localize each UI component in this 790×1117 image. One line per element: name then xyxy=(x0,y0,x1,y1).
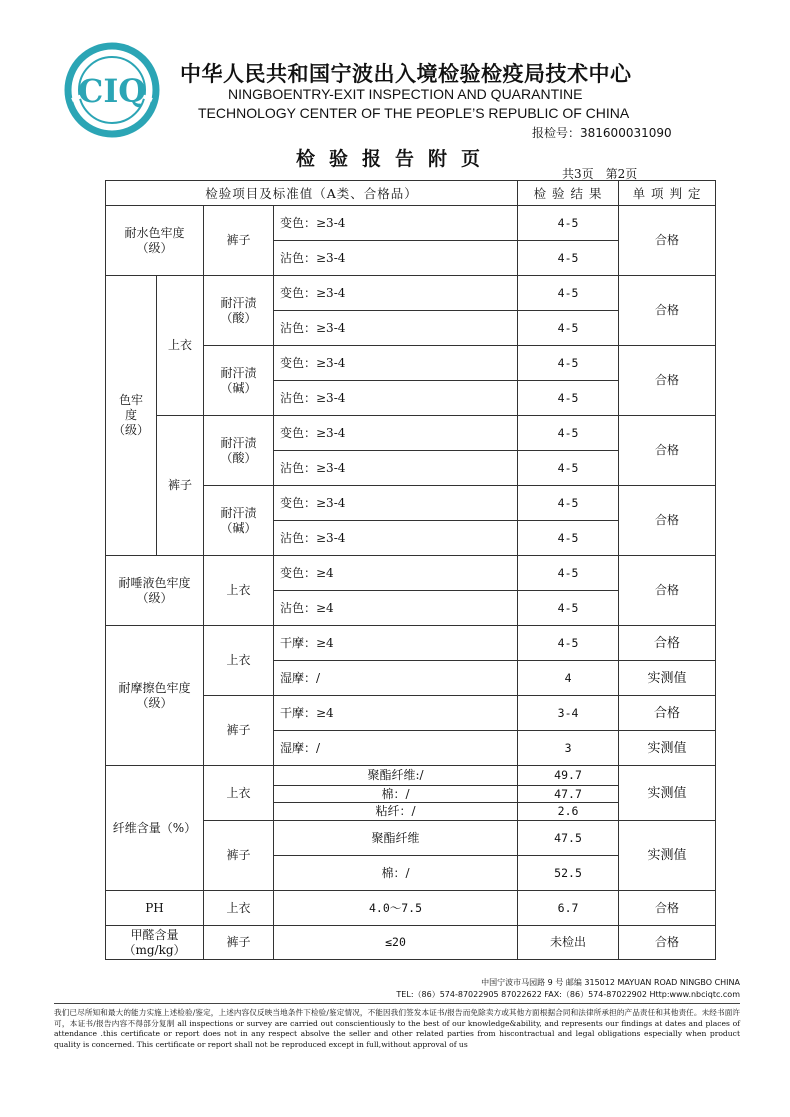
footer-contact: TEL:（86）574-87022905 87022622 FAX:（86）574-87022902 Http:www.nbciqtc.com xyxy=(396,990,740,999)
standard-cell: 干摩：≥4 xyxy=(274,626,518,661)
result-cell: 4-5 xyxy=(518,521,619,556)
org-name-en-line2: TECHNOLOGY CENTER OF THE PEOPLE’S REPUBLIC OF CHINA xyxy=(198,105,630,121)
header-verdict: 单 项 判 定 xyxy=(619,181,716,206)
footer-address: 中国宁波市马园路 9 号 邮编 315012 MAYUAN ROAD NINGBO CHINA xyxy=(481,978,740,987)
part-cell: 上衣 xyxy=(204,766,274,821)
result-cell: 47.7 xyxy=(518,786,619,803)
part-cell: 裤子 xyxy=(204,926,274,960)
item-water-fastness: 耐水色牢度 （级） xyxy=(106,206,204,276)
footer-disclaimer: 我们已尽所知和最大的能力实施上述检验/鉴定，上述内容仅反映当地条件下检验/鉴定情况，不能因我们签发本证书/报告而免除卖方或其他方面根据合同和法律所承担的产品责任和其他责任。未经书面许可，本证书/报告内容不得部分复制 all inspections or survey are carried out conscientiously to the best of our knowledge&ability, and represents our findings at dates and places of attendance .this certificate or report does not in any respect absolve the seller and other related parties from hiscontractual and legal obligations especially when product quality is concerned. This certificate or report shall not be reproduced except in full,without approval of us xyxy=(54,1008,740,1049)
standard-cell: 变色：≥4 xyxy=(274,556,518,591)
verdict-cell: 合格 xyxy=(619,696,716,731)
part-cell: 上衣 xyxy=(204,626,274,696)
verdict-cell: 合格 xyxy=(619,346,716,416)
result-cell: 6.7 xyxy=(518,891,619,926)
standard-cell: 棉：/ xyxy=(274,856,518,891)
result-cell: 未检出 xyxy=(518,926,619,960)
result-cell: 4-5 xyxy=(518,276,619,311)
standard-cell: 变色：≥3-4 xyxy=(274,346,518,381)
report-number-value: 381600031090 xyxy=(580,126,672,140)
standard-cell: 聚酯纤维 xyxy=(274,821,518,856)
result-cell: 49.7 xyxy=(518,766,619,786)
item-fiber-content: 纤维含量（%） xyxy=(106,766,204,891)
result-cell: 4-5 xyxy=(518,241,619,276)
inspection-table xyxy=(105,180,716,960)
item-saliva-fastness: 耐唾液色牢度 （级） xyxy=(106,556,204,626)
svg-text:CIQ: CIQ xyxy=(77,72,147,110)
standard-cell: 湿摩：/ xyxy=(274,661,518,696)
result-cell: 4-5 xyxy=(518,486,619,521)
item-rubbing-fastness: 耐摩擦色牢度 （级） xyxy=(106,626,204,766)
table-row xyxy=(106,416,716,451)
table-row xyxy=(106,891,716,926)
part-cell: 上衣 xyxy=(204,891,274,926)
table-row xyxy=(106,626,716,661)
standard-cell: ≤20 xyxy=(274,926,518,960)
part-cell: 上衣 xyxy=(204,556,274,626)
standard-cell: 沾色：≥3-4 xyxy=(274,451,518,486)
report-number-label: 报检号： xyxy=(532,126,581,140)
table-row xyxy=(106,276,716,311)
standard-cell: 干摩：≥4 xyxy=(274,696,518,731)
part-cell: 裤子 xyxy=(204,206,274,276)
standard-cell: 粘纤：/ xyxy=(274,803,518,821)
result-cell: 47.5 xyxy=(518,821,619,856)
part-cell: 裤子 xyxy=(204,821,274,891)
result-cell: 52.5 xyxy=(518,856,619,891)
org-name-en-line1: NINGBOENTRY-EXIT INSPECTION AND QUARANTINE xyxy=(228,86,583,102)
result-cell: 4 xyxy=(518,661,619,696)
result-cell: 4-5 xyxy=(518,381,619,416)
page-total: 共3页 xyxy=(562,167,594,181)
sub-item-cell: 耐汗渍 （碱） xyxy=(204,486,274,556)
standard-cell: 沾色：≥3-4 xyxy=(274,311,518,346)
page-current: 第2页 xyxy=(605,167,638,181)
verdict-cell: 合格 xyxy=(619,556,716,626)
table-header-row xyxy=(106,181,716,206)
table-row xyxy=(106,206,716,241)
result-cell: 4-5 xyxy=(518,556,619,591)
part-cell: 裤子 xyxy=(204,696,274,766)
part-cell: 裤子 xyxy=(157,416,204,556)
result-cell: 4-5 xyxy=(518,591,619,626)
table-row xyxy=(106,766,716,786)
verdict-cell: 实测值 xyxy=(619,661,716,696)
sub-item-cell: 耐汗渍 （酸） xyxy=(204,276,274,346)
header-result: 检 验 结 果 xyxy=(518,181,619,206)
result-cell: 4-5 xyxy=(518,416,619,451)
verdict-cell: 合格 xyxy=(619,926,716,960)
standard-cell: 沾色：≥3-4 xyxy=(274,521,518,556)
ciq-logo xyxy=(64,42,160,138)
standard-cell: 变色：≥3-4 xyxy=(274,486,518,521)
verdict-cell: 合格 xyxy=(619,626,716,661)
org-name-cn: 中华人民共和国宁波出入境检验检疫局技术中心 xyxy=(180,62,632,86)
result-cell: 4-5 xyxy=(518,311,619,346)
result-cell: 4-5 xyxy=(518,346,619,381)
verdict-cell: 合格 xyxy=(619,486,716,556)
item-formaldehyde: 甲醛含量 （mg/kg） xyxy=(106,926,204,960)
footer-address-block xyxy=(396,977,740,1001)
standard-cell: 4.0～7.5 xyxy=(274,891,518,926)
verdict-cell: 实测值 xyxy=(619,731,716,766)
table-row xyxy=(106,556,716,591)
standard-cell: 变色：≥3-4 xyxy=(274,276,518,311)
verdict-cell: 合格 xyxy=(619,891,716,926)
page-title: 检验报告附页 xyxy=(295,148,494,170)
result-cell: 3 xyxy=(518,731,619,766)
sub-item-cell: 耐汗渍 （酸） xyxy=(204,416,274,486)
standard-cell: 棉：/ xyxy=(274,786,518,803)
result-cell: 4-5 xyxy=(518,451,619,486)
verdict-cell: 合格 xyxy=(619,416,716,486)
result-cell: 4-5 xyxy=(518,626,619,661)
result-cell: 3-4 xyxy=(518,696,619,731)
sub-item-cell: 耐汗渍 （碱） xyxy=(204,346,274,416)
standard-cell: 沾色：≥3-4 xyxy=(274,381,518,416)
verdict-cell: 实测值 xyxy=(619,766,716,821)
header-item: 检验项目及标准值（A类、合格品） xyxy=(106,181,518,206)
footer-divider xyxy=(54,1003,740,1004)
verdict-cell: 合格 xyxy=(619,276,716,346)
standard-cell: 变色：≥3-4 xyxy=(274,416,518,451)
standard-cell: 沾色：≥4 xyxy=(274,591,518,626)
standard-cell: 沾色：≥3-4 xyxy=(274,241,518,276)
table-row xyxy=(106,926,716,960)
report-number xyxy=(532,124,672,141)
standard-cell: 湿摩：/ xyxy=(274,731,518,766)
item-ph: PH xyxy=(106,891,204,926)
standard-cell: 变色：≥3-4 xyxy=(274,206,518,241)
standard-cell: 聚酯纤维:/ xyxy=(274,766,518,786)
verdict-cell: 实测值 xyxy=(619,821,716,891)
result-cell: 2.6 xyxy=(518,803,619,821)
item-color-fastness: 色牢 度 （级） xyxy=(106,276,157,556)
verdict-cell: 合格 xyxy=(619,206,716,276)
result-cell: 4-5 xyxy=(518,206,619,241)
part-cell: 上衣 xyxy=(157,276,204,416)
